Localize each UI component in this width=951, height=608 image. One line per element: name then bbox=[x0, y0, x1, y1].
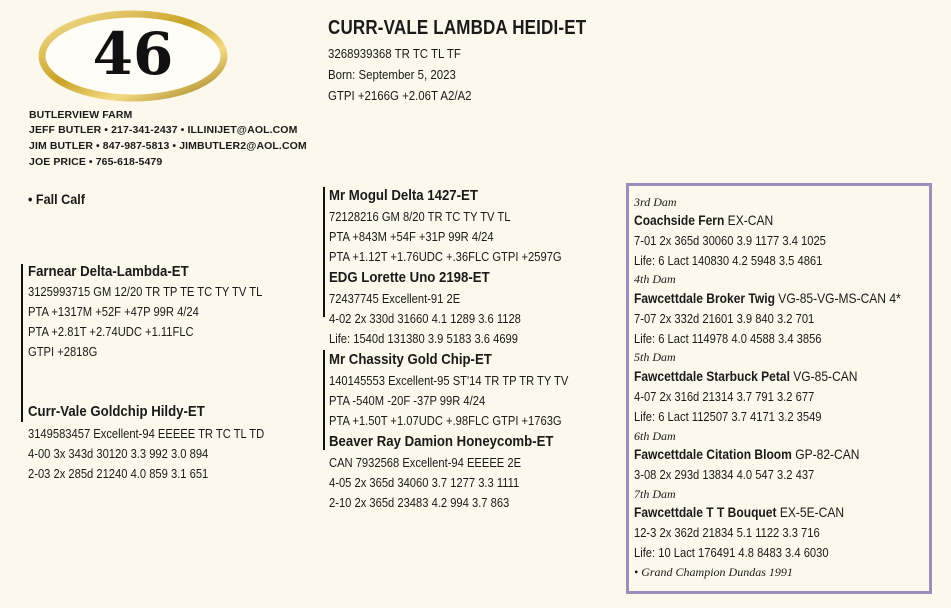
dams-dam-line: 2-10 2x 365d 23483 4.2 994 3.7 863 bbox=[329, 495, 510, 510]
sire-line: PTA +2.81T +2.74UDC +1.11FLC bbox=[28, 324, 194, 339]
dam-family-line: Life: 6 Lact 140830 4.2 5948 3.5 4861 bbox=[634, 253, 823, 268]
dam-family-name: Fawcettdale Citation Bloom GP-82-CAN bbox=[634, 446, 860, 462]
sire-line: PTA +1317M +52F +47P 99R 4/24 bbox=[28, 304, 199, 319]
farm-contact: JEFF BUTLER • 217-341-2437 • ILLINIJET@AOL.COM bbox=[29, 124, 298, 136]
animal-gtpi: GTPI +2166G +2.06T A2/A2 bbox=[328, 88, 472, 103]
dam-family-line: 7-07 2x 332d 21601 3.9 840 3.2 701 bbox=[634, 311, 815, 326]
dams-dam-line: CAN 7932568 Excellent-94 EEEEE 2E bbox=[329, 455, 522, 470]
sires-dam-line: 4-02 2x 330d 31660 4.1 1289 3.6 1128 bbox=[329, 311, 521, 326]
dam-family-line: 4-07 2x 316d 21314 3.7 791 3.2 677 bbox=[634, 389, 815, 404]
sires-dam-line: Life: 1540d 131380 3.9 5183 3.6 4699 bbox=[329, 331, 518, 346]
sire-line: GTPI +2818G bbox=[28, 344, 98, 359]
dams-sire-line: PTA -540M -20F -37P 99R 4/24 bbox=[329, 393, 486, 408]
dam-family-line: Life: 10 Lact 176491 4.8 8483 3.4 6030 bbox=[634, 545, 829, 560]
dam-family-line: Life: 6 Lact 114978 4.0 4588 3.4 3856 bbox=[634, 331, 822, 346]
dam-generation-label: 5th Dam bbox=[634, 350, 676, 364]
dam-generation-label: 6th Dam bbox=[634, 429, 676, 443]
lot-number: 46 bbox=[92, 20, 174, 88]
lot-badge bbox=[38, 10, 228, 102]
dam-family-line: 12-3 2x 362d 21834 5.1 1122 3.3 716 bbox=[634, 525, 820, 540]
dams-dam-name: Beaver Ray Damion Honeycomb-ET bbox=[329, 433, 554, 450]
sire-name: Farnear Delta-Lambda-ET bbox=[28, 263, 189, 280]
dam-classification: EX-5E-CAN bbox=[779, 504, 845, 520]
class-note: • Fall Calf bbox=[28, 191, 85, 207]
pedigree-bracket bbox=[323, 187, 325, 317]
dam-classification: VG-85-VG-MS-CAN 4* bbox=[778, 290, 901, 306]
dam-family-line: 3-08 2x 293d 13834 4.0 547 3.2 437 bbox=[634, 467, 815, 482]
dam-generation-label: 7th Dam bbox=[634, 487, 676, 501]
sire-line: 3125993715 GM 12/20 TR TP TE TC TY TV TL bbox=[28, 284, 263, 299]
pedigree-bracket bbox=[323, 350, 325, 450]
dams-sire-name: Mr Chassity Gold Chip-ET bbox=[329, 351, 492, 368]
sires-dam-line: 72437745 Excellent-91 2E bbox=[329, 291, 461, 306]
dam-family-name: Fawcettdale T T Bouquet EX-5E-CAN bbox=[634, 504, 845, 520]
dam-generation-label: 4th Dam bbox=[634, 272, 676, 286]
dam-family-name: Fawcettdale Starbuck Petal VG-85-CAN bbox=[634, 368, 858, 384]
dams-sire-line: PTA +1.50T +1.07UDC +.98FLC GTPI +1763G bbox=[329, 413, 562, 428]
dam-line: 3149583457 Excellent-94 EEEEE TR TC TL TD bbox=[28, 426, 265, 441]
animal-registration: 3268939368 TR TC TL TF bbox=[328, 46, 461, 61]
dam-family-line: 7-01 2x 365d 30060 3.9 1177 3.4 1025 bbox=[634, 233, 826, 248]
dam-family-name: Coachside Fern EX-CAN bbox=[634, 212, 774, 228]
farm-contact: JIM BUTLER • 847-987-5813 • JIMBUTLER2@AOL.COM bbox=[29, 140, 307, 152]
dam-line: 4-00 3x 343d 30120 3.3 992 3.0 894 bbox=[28, 446, 209, 461]
dam-line: 2-03 2x 285d 21240 4.0 859 3.1 651 bbox=[28, 466, 209, 481]
dam-generation-label: 3rd Dam bbox=[634, 195, 677, 209]
dam-classification: GP-82-CAN bbox=[795, 446, 860, 462]
sires-sire-line: 72128216 GM 8/20 TR TC TY TV TL bbox=[329, 209, 511, 224]
dam-family-line: Life: 6 Lact 112507 3.7 4171 3.2 3549 bbox=[634, 409, 822, 424]
dam-classification: VG-85-CAN bbox=[793, 368, 858, 384]
farm-contact: JOE PRICE • 765-618-5479 bbox=[29, 156, 163, 168]
animal-name: CURR-VALE LAMBDA HEIDI-ET bbox=[328, 17, 587, 39]
award-note: • Grand Champion Dundas 1991 bbox=[634, 565, 793, 579]
dam-name: Curr-Vale Goldchip Hildy-ET bbox=[28, 403, 205, 420]
dams-dam-line: 4-05 2x 365d 34060 3.7 1277 3.3 1111 bbox=[329, 475, 520, 490]
dam-classification: EX-CAN bbox=[727, 212, 774, 228]
animal-birthdate: Born: September 5, 2023 bbox=[328, 67, 456, 82]
sires-dam-name: EDG Lorette Uno 2198-ET bbox=[329, 269, 490, 286]
dam-family-name: Fawcettdale Broker Twig VG-85-VG-MS-CAN 4* bbox=[634, 290, 901, 306]
pedigree-bracket bbox=[21, 264, 23, 422]
sires-sire-name: Mr Mogul Delta 1427-ET bbox=[329, 187, 478, 204]
dams-sire-line: 140145553 Excellent-95 ST'14 TR TP TR TY TV bbox=[329, 373, 569, 388]
sires-sire-line: PTA +843M +54F +31P 99R 4/24 bbox=[329, 229, 494, 244]
sires-sire-line: PTA +1.12T +1.76UDC +.36FLC GTPI +2597G bbox=[329, 249, 562, 264]
farm-name: BUTLERVIEW FARM bbox=[29, 109, 133, 121]
